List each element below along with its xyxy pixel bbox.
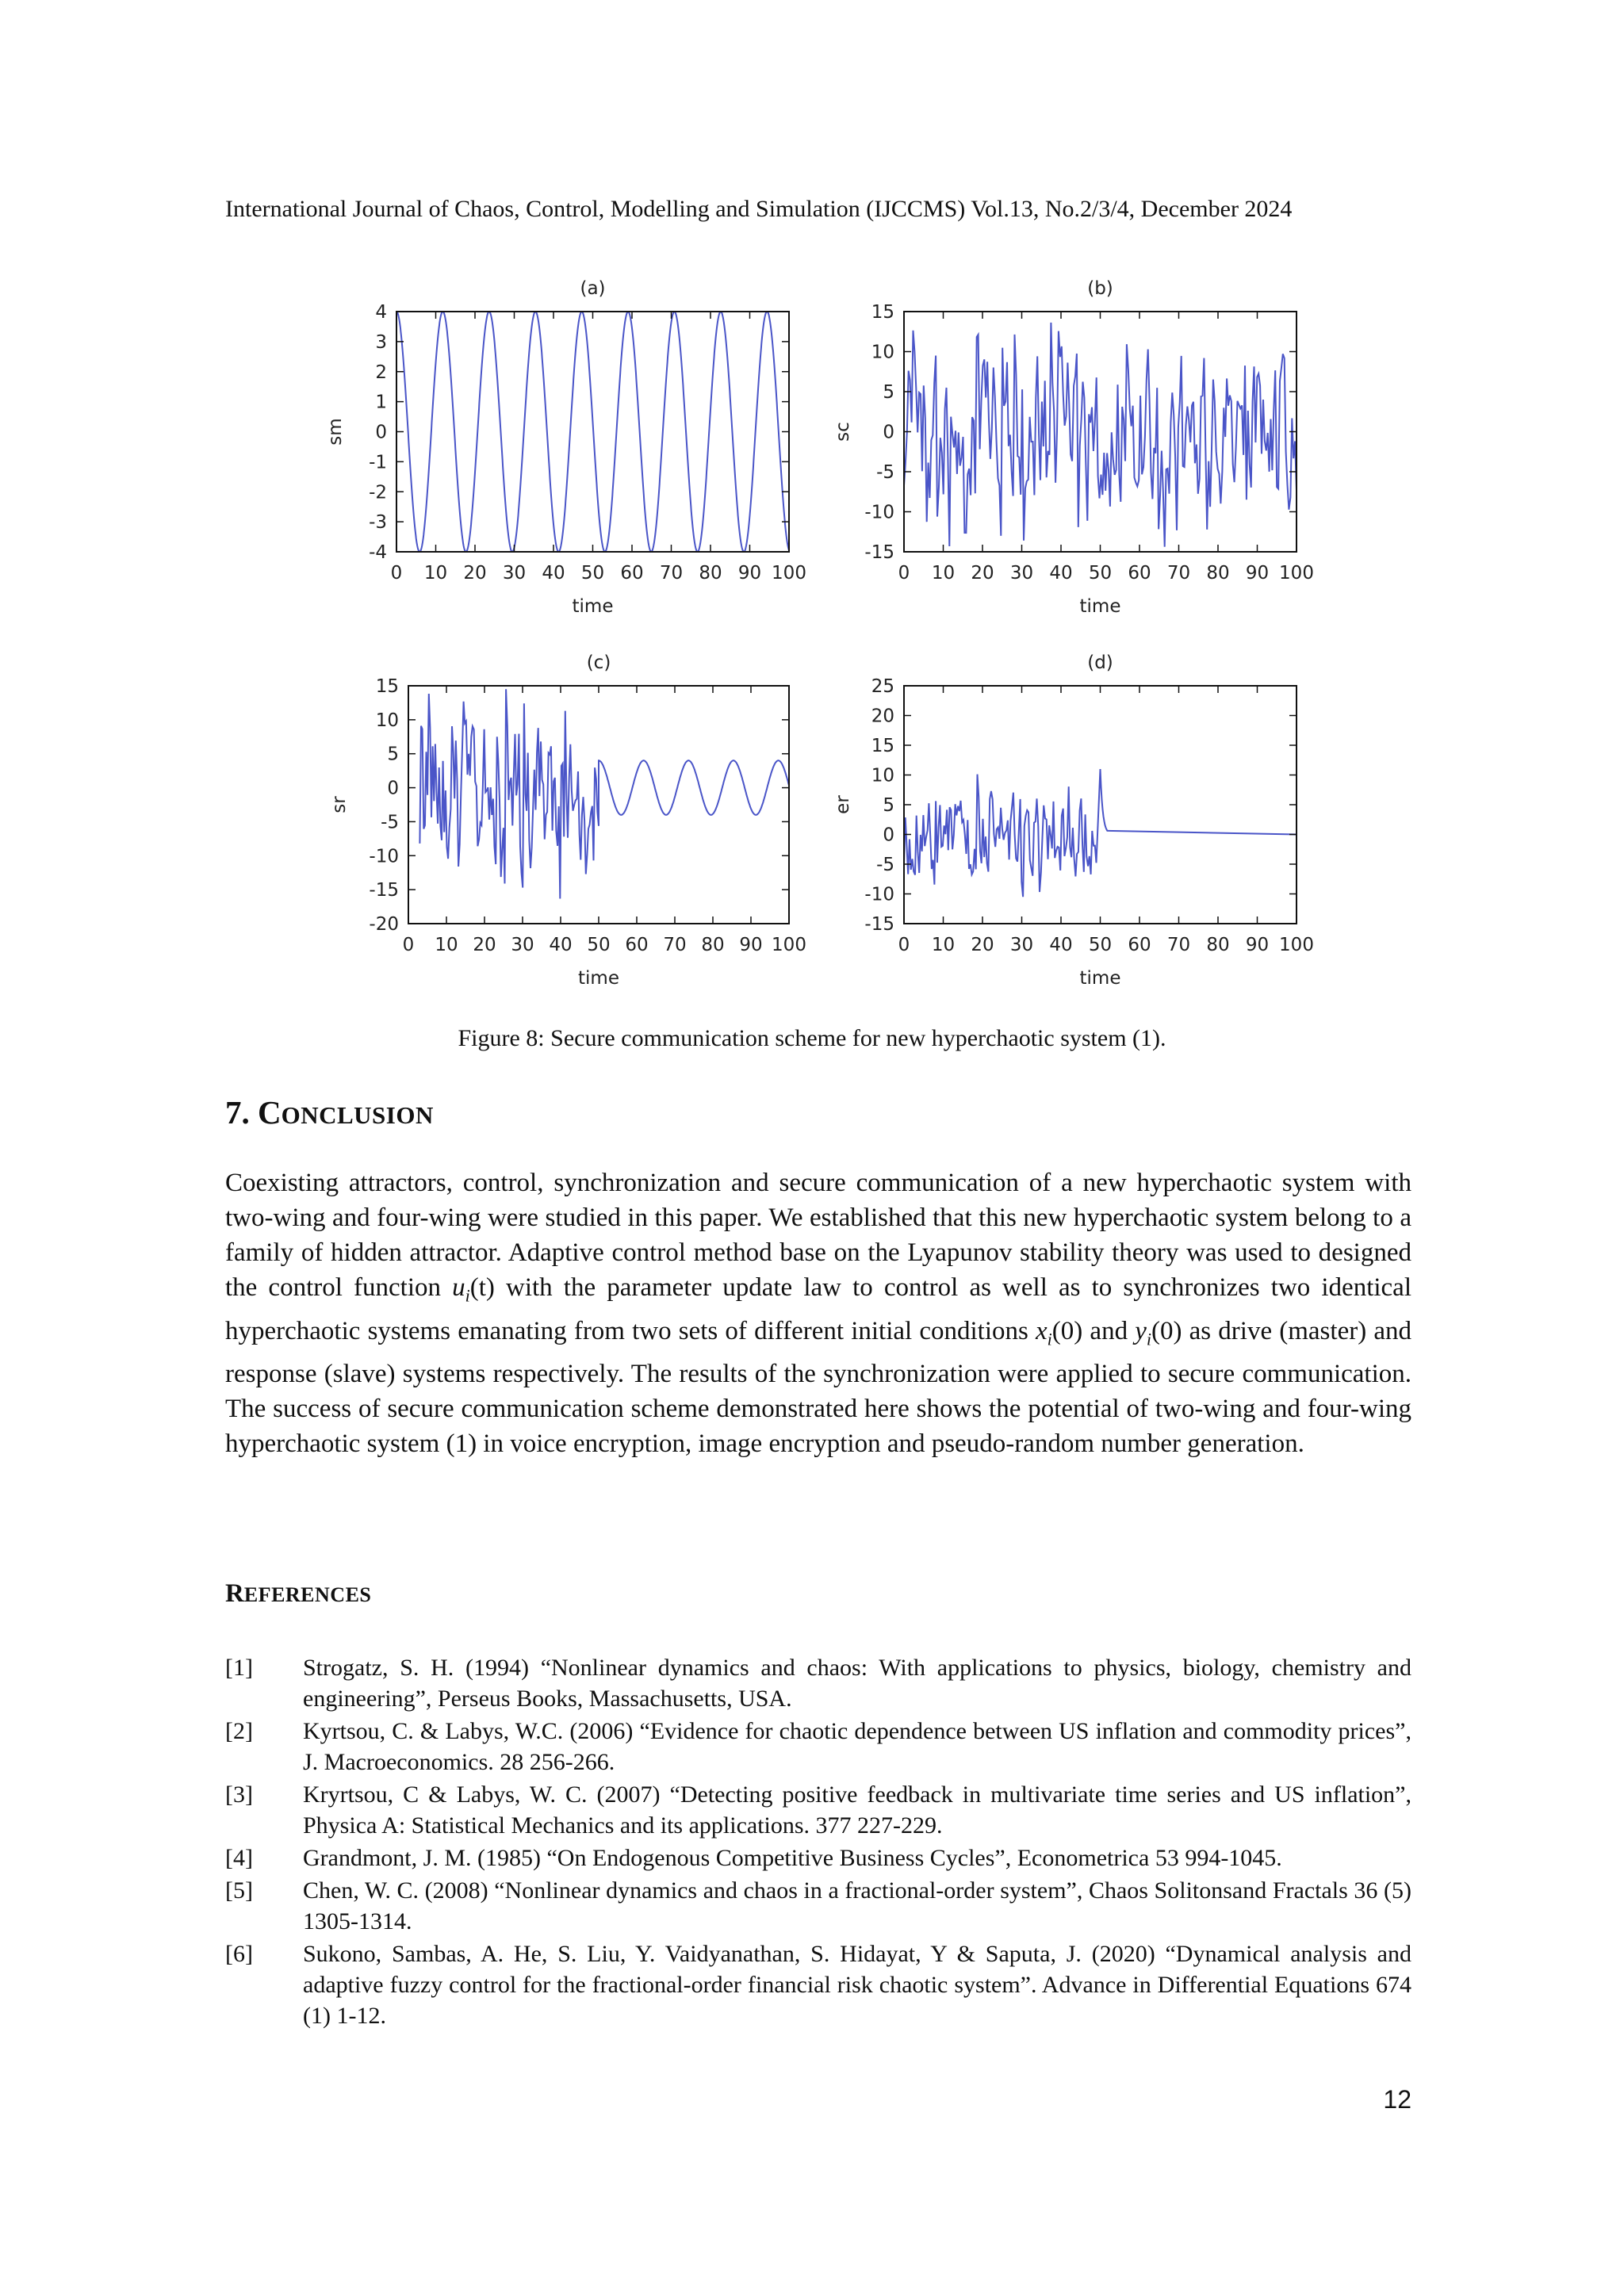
x-tick-label: 60 xyxy=(625,935,649,955)
reference-item xyxy=(225,1843,1411,1873)
x-tick-label: 20 xyxy=(463,563,487,584)
page-number: 12 xyxy=(1383,2085,1411,2114)
x-tick-label: 0 xyxy=(898,935,910,955)
x-tick-label: 80 xyxy=(1206,563,1230,584)
section-title-initial: C xyxy=(258,1094,282,1131)
y-tick-label: 5 xyxy=(883,382,894,403)
x-tick-label: 70 xyxy=(1166,563,1191,584)
y-tick-label: -5 xyxy=(876,462,894,483)
section-title-rest: ONCLUSION xyxy=(281,1101,434,1129)
y-axis-label: er xyxy=(833,795,853,814)
y-axis-label: sm xyxy=(325,418,346,446)
x-tick-label: 70 xyxy=(1166,935,1191,955)
figure-caption: Figure 8: Secure communication scheme for new hyperchaotic system (1). xyxy=(458,1025,1166,1051)
x-tick-label: 80 xyxy=(701,935,725,955)
chart-title: (d) xyxy=(1087,652,1113,673)
conclusion-text-1: Coexisting attractors, control, synchronization and secure communication of a new hyperchaotic system with two-wing and four-wing were studied in this paper. We established that this new hyperchaotic system belong to a family of hidden attractor. Adaptive control method base on the Lyapunov stability theory was used to designed the control function xyxy=(225,1169,1411,1302)
reference-item xyxy=(225,1716,1411,1777)
reference-text: Chen, W. C. (2008) “Nonlinear dynamics and chaos in a fractional-order system”, Chaos Solitonsand Fractals 36 (5) 1305-1314. xyxy=(303,1877,1411,1934)
x-tick-label: 60 xyxy=(1128,935,1151,955)
x-tick-label: 60 xyxy=(620,563,644,584)
reference-item xyxy=(225,1779,1411,1841)
x-tick-label: 70 xyxy=(663,935,687,955)
math-u-arg: (t) xyxy=(469,1273,495,1302)
reference-number: [4] xyxy=(225,1845,253,1871)
x-tick-label: 90 xyxy=(737,563,762,584)
x-tick-label: 90 xyxy=(1245,563,1270,584)
chart-title: (c) xyxy=(586,652,611,673)
x-axis-label: time xyxy=(578,968,619,989)
y-tick-label: 0 xyxy=(883,825,894,846)
math-y: y xyxy=(1135,1316,1147,1345)
y-tick-label: -20 xyxy=(369,914,399,935)
y-tick-label: -2 xyxy=(369,482,387,503)
reference-item xyxy=(225,1875,1411,1937)
y-tick-label: 10 xyxy=(871,765,894,786)
series-line-er xyxy=(904,769,1297,897)
plot-frame xyxy=(904,312,1297,552)
y-tick-label: 3 xyxy=(375,331,387,353)
x-tick-label: 50 xyxy=(580,563,605,584)
math-y-sub: i xyxy=(1146,1329,1152,1349)
x-tick-label: 30 xyxy=(502,563,527,584)
y-tick-label: -15 xyxy=(864,542,894,563)
y-tick-label: 10 xyxy=(871,342,894,363)
reference-item xyxy=(225,1938,1411,2031)
math-u-sub: i xyxy=(465,1285,470,1306)
x-tick-label: 100 xyxy=(772,563,806,584)
conclusion-text-2: with the parameter update law to control as well as to synchronizes two identical hyperchaotic systems emanating from two sets of different initial conditions xyxy=(225,1273,1411,1345)
x-tick-label: 50 xyxy=(1088,935,1113,955)
y-tick-label: 0 xyxy=(387,778,399,799)
y-tick-label: 20 xyxy=(871,706,894,727)
figure-8 xyxy=(317,262,1314,991)
reference-text: Kyrtsou, C. & Labys, W.C. (2006) “Evidence for chaotic dependence between US inflation and commodity prices”, J. Macroeconomics. 28 256-266. xyxy=(303,1718,1411,1775)
x-tick-label: 50 xyxy=(1088,563,1113,584)
reference-number: [2] xyxy=(225,1718,253,1744)
x-axis-label: time xyxy=(1079,968,1121,989)
reference-number: [6] xyxy=(225,1941,253,1967)
y-axis-label: sr xyxy=(329,796,350,813)
math-x: x xyxy=(1036,1316,1048,1345)
y-tick-label: 1 xyxy=(375,392,387,413)
math-x-sub: i xyxy=(1047,1329,1052,1349)
reference-number: [1] xyxy=(225,1655,253,1681)
math-y-arg: (0) xyxy=(1151,1316,1182,1345)
plot-frame xyxy=(904,686,1297,924)
section-number: 7. xyxy=(225,1094,258,1131)
section-heading xyxy=(225,1093,434,1135)
x-tick-label: 40 xyxy=(542,563,565,584)
conclusion-text-3: and xyxy=(1082,1316,1136,1345)
series-line-sc xyxy=(904,323,1297,547)
x-tick-label: 70 xyxy=(659,563,684,584)
reference-number: [3] xyxy=(225,1781,253,1808)
y-tick-label: 15 xyxy=(871,736,894,756)
x-tick-label: 20 xyxy=(971,563,994,584)
y-tick-label: -1 xyxy=(369,452,387,473)
x-tick-label: 0 xyxy=(898,563,910,584)
y-tick-label: -4 xyxy=(369,542,387,563)
x-axis-label: time xyxy=(572,596,614,617)
y-tick-label: -3 xyxy=(369,512,387,534)
x-tick-label: 40 xyxy=(549,935,573,955)
y-tick-label: 5 xyxy=(387,744,399,765)
x-tick-label: 90 xyxy=(739,935,763,955)
reference-item xyxy=(225,1652,1411,1714)
y-tick-label: 15 xyxy=(871,302,894,323)
y-tick-label: -5 xyxy=(381,812,399,833)
math-x-arg: (0) xyxy=(1051,1316,1083,1345)
x-tick-label: 20 xyxy=(971,935,994,955)
y-tick-label: 25 xyxy=(871,676,894,697)
reference-number: [5] xyxy=(225,1877,253,1904)
y-tick-label: 10 xyxy=(375,710,399,731)
x-tick-label: 30 xyxy=(1009,935,1034,955)
running-header: International Journal of Chaos, Control, Modelling and Simulation (IJCCMS) Vol.13, No.2/3/4, December 2024 xyxy=(225,196,1293,222)
x-tick-label: 30 xyxy=(1009,563,1034,584)
y-tick-label: 0 xyxy=(375,422,387,443)
y-tick-label: 2 xyxy=(375,362,387,383)
y-tick-label: -10 xyxy=(864,884,894,905)
conclusion-paragraph xyxy=(225,1165,1411,1461)
y-tick-label: -5 xyxy=(876,855,894,875)
x-tick-label: 10 xyxy=(435,935,458,955)
x-tick-label: 60 xyxy=(1128,563,1151,584)
x-tick-label: 100 xyxy=(1279,563,1314,584)
y-tick-label: 15 xyxy=(375,676,399,697)
x-tick-label: 100 xyxy=(1279,935,1314,955)
x-tick-label: 10 xyxy=(931,563,956,584)
references-heading-rest: EFERENCES xyxy=(243,1583,372,1606)
conclusion-text-4: as drive (master) and response (slave) systems respectively. The results of the synchronization were applied to secure communication. The success of secure communication scheme demonstrated here shows the potential of two-wing and four-wing hyperchaotic system (1) in voice encryption, image encryption and pseudo-random number generation. xyxy=(225,1316,1411,1459)
y-tick-label: 4 xyxy=(375,302,387,323)
x-tick-label: 30 xyxy=(511,935,534,955)
reference-text: Sukono, Sambas, A. He, S. Liu, Y. Vaidyanathan, S. Hidayat, Y & Saputa, J. (2020) “Dynamical analysis and adaptive fuzzy control for the fractional-order financial risk chaotic system”. Advance in Differential Equations 674 (1) 1-12. xyxy=(303,1941,1411,2029)
x-tick-label: 40 xyxy=(1049,935,1073,955)
series-line-sr xyxy=(419,689,789,898)
references-heading xyxy=(225,1578,371,1611)
y-tick-label: 5 xyxy=(883,795,894,816)
x-tick-label: 100 xyxy=(772,935,806,955)
math-u: u xyxy=(452,1273,465,1302)
x-tick-label: 50 xyxy=(587,935,611,955)
y-tick-label: -15 xyxy=(864,914,894,935)
x-tick-label: 10 xyxy=(931,935,956,955)
x-tick-label: 20 xyxy=(473,935,496,955)
reference-text: Strogatz, S. H. (1994) “Nonlinear dynamics and chaos: With applications to physics, biology, chemistry and engineering”, Perseus Books, Massachusetts, USA. xyxy=(303,1655,1411,1712)
y-tick-label: 0 xyxy=(883,422,894,443)
x-tick-label: 40 xyxy=(1049,563,1073,584)
x-axis-label: time xyxy=(1079,596,1121,617)
x-tick-label: 0 xyxy=(390,563,403,584)
x-tick-label: 0 xyxy=(402,935,415,955)
x-tick-label: 80 xyxy=(1206,935,1230,955)
x-tick-label: 80 xyxy=(699,563,722,584)
chart-title: (b) xyxy=(1087,278,1113,299)
x-tick-label: 10 xyxy=(423,563,448,584)
reference-text: Kryrtsou, C & Labys, W. C. (2007) “Detecting positive feedback in multivariate time series and US inflation”, Physica A: Statistical Mechanics and its applications. 377 227-229. xyxy=(303,1781,1411,1839)
y-tick-label: -15 xyxy=(369,880,399,901)
reference-text: Grandmont, J. M. (1985) “On Endogenous Competitive Business Cycles”, Econometrica 53 994-1045. xyxy=(303,1845,1282,1871)
series-line-sm xyxy=(396,312,789,552)
references-heading-initial: R xyxy=(225,1579,244,1608)
x-tick-label: 90 xyxy=(1245,935,1270,955)
y-axis-label: sc xyxy=(833,422,853,442)
chart-title: (a) xyxy=(580,278,606,299)
y-tick-label: -10 xyxy=(864,502,894,523)
reference-list xyxy=(225,1652,1411,2033)
y-tick-label: -10 xyxy=(369,846,399,867)
